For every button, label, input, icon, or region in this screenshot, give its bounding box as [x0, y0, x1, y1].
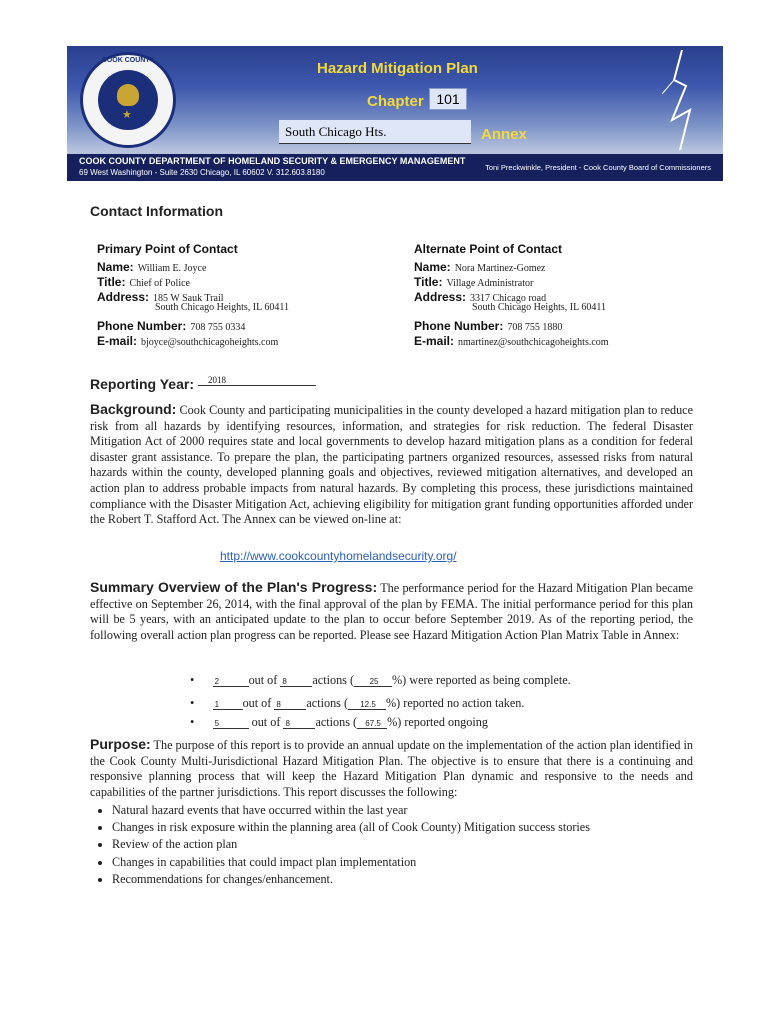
bullet-icon: •	[190, 696, 195, 710]
ongoing-count-field[interactable]: 5	[213, 719, 249, 729]
no-action-percent-field[interactable]: 12.5	[348, 700, 386, 710]
lightning-icon	[652, 50, 712, 150]
primary-address-line2[interactable]: South Chicago Heights, IL 60411	[155, 302, 289, 313]
primary-email-field[interactable]: bjoyce@southchicagoheights.com	[141, 337, 279, 348]
alternate-title-field[interactable]: Village Administrator	[446, 278, 534, 289]
department-strip	[67, 154, 723, 181]
email-label: E-mail:	[97, 334, 138, 348]
out-of-text: out of	[242, 696, 272, 710]
purpose-list	[90, 802, 590, 888]
chapter-label: Chapter	[367, 93, 424, 110]
background-text: Cook County and participating municipalities in the county developed a hazard mitigation plan to reduce risk from all hazards by identifying resources, information, and strategies for risk reduction. The federal Disaster Mitigation Act of 2000 requires state and local governments to develop hazard mitigation plans as a condition for federal disaster grant assistance. To prepare the plan, the participating partners organized resources, assessed risks from natural hazards within the county, developed planning goals and objectives, reviewed mitigation alternatives, and developed an action plan to address probable impacts from natural hazards. By completing this process, these jurisdictions maintained compliance with the Disaster Mitigation Act, achieving eligibility for mitigation grant funding opportunities afforded under the Robert T. Stafford Act. The Annex can be viewed on-line at:	[90, 403, 693, 527]
no-action-total-field[interactable]: 8	[274, 700, 306, 710]
list-item: • Changes in capabilities that could impact plan implementation	[112, 854, 590, 871]
title-label: Title:	[414, 275, 443, 289]
homeland-security-link[interactable]: http://www.cookcountyhomelandsecurity.org/	[220, 549, 457, 563]
ongoing-percent-field[interactable]: 67.5	[357, 719, 387, 729]
reporting-year-row	[90, 375, 316, 394]
eagle-icon	[117, 84, 139, 106]
background-label: Background:	[90, 401, 177, 417]
primary-phone-field[interactable]: 708 755 0334	[190, 322, 246, 333]
background-paragraph	[90, 402, 693, 528]
chapter-number-field[interactable]: 101	[429, 88, 467, 110]
title-label: Title:	[97, 275, 126, 289]
department-address: 69 West Washington - Suite 2630 Chicago, IL 60602 V. 312.603.8180	[79, 168, 325, 177]
complete-count-field[interactable]: 2	[213, 677, 249, 687]
primary-contact-heading: Primary Point of Contact	[97, 242, 238, 256]
purpose-label: Purpose:	[90, 736, 151, 752]
summary-label: Summary Overview of the Plan's Progress:	[90, 579, 378, 595]
list-item: • Natural hazard events that have occurred within the last year	[112, 802, 590, 819]
actions-text: actions (	[312, 673, 355, 687]
header-banner	[67, 46, 723, 181]
reporting-year-label: Reporting Year:	[90, 376, 194, 392]
progress-item-complete	[190, 673, 571, 688]
contact-heading: Contact Information	[90, 203, 223, 219]
email-label: E-mail:	[414, 334, 455, 348]
list-item: • Review of the action plan	[112, 836, 590, 853]
seal-text: COOK COUNTY	[101, 57, 155, 64]
board-president: Toni Preckwinkle, President - Cook County Board of Commissioners	[485, 163, 711, 172]
reporting-year-field[interactable]: 2018	[198, 375, 316, 386]
out-of-text: out of	[251, 715, 281, 729]
complete-percent-field[interactable]: 25	[354, 677, 392, 687]
list-item: • Changes in risk exposure within the planning area (all of Cook County) Mitigation success stories	[112, 819, 590, 836]
alternate-email-field[interactable]: nmartinez@southchicagoheights.com	[458, 337, 609, 348]
phone-label: Phone Number:	[97, 319, 187, 333]
address-label: Address:	[97, 290, 150, 304]
alternate-email-row	[414, 332, 609, 350]
ongoing-status-text: %) reported ongoing	[387, 715, 488, 729]
cook-county-seal-logo	[80, 52, 176, 148]
complete-status-text: %) were reported as being complete.	[392, 673, 571, 687]
list-item: • Recommendations for changes/enhancement.	[112, 871, 590, 888]
alternate-contact-heading: Alternate Point of Contact	[414, 242, 563, 256]
no-action-count-field[interactable]: 1	[213, 700, 243, 710]
primary-email-row	[97, 332, 278, 350]
address-label: Address:	[414, 290, 467, 304]
name-label: Name:	[414, 260, 451, 274]
alternate-phone-field[interactable]: 708 755 1880	[507, 322, 563, 333]
summary-text: The performance period for the Hazard Mitigation Plan became effective on September 26, 2014, with the final approval of the plan by FEMA. The initial performance period for this plan will be 5 years, with an anticipated update to the plan to occur before September 2019. As of the reporting period, the following overall action plan progress can be reported. Please see Hazard Mitigation Action Plan Matrix Table in Annex:	[90, 581, 693, 642]
ongoing-total-field[interactable]: 8	[283, 719, 315, 729]
bullet-icon: •	[190, 673, 195, 687]
alternate-address-line2[interactable]: South Chicago Heights, IL 60411	[472, 302, 606, 313]
progress-item-ongoing	[190, 715, 488, 730]
star-icon: ★	[122, 109, 132, 121]
department-name: COOK COUNTY DEPARTMENT OF HOMELAND SECURITY & EMERGENCY MANAGEMENT	[79, 156, 466, 166]
primary-name-field[interactable]: William E. Joyce	[137, 263, 207, 274]
no-action-status-text: %) reported no action taken.	[386, 696, 525, 710]
progress-item-no-action	[190, 696, 524, 711]
alternate-address-line1[interactable]: 3317 Chicago road	[470, 293, 547, 304]
name-label: Name:	[97, 260, 134, 274]
out-of-text: out of	[248, 673, 278, 687]
summary-paragraph	[90, 580, 693, 643]
complete-total-field[interactable]: 8	[280, 677, 312, 687]
phone-label: Phone Number:	[414, 319, 504, 333]
purpose-text: The purpose of this report is to provide an annual update on the implementation of the action plan identified in the Cook County Multi-Jurisdictional Hazard Mitigation Plan. The objective is to ensure that there is a continuing and responsive planning process that will keep the Hazard Mitigation Plan dynamic and responsive to the needs and capabilities of the partner jurisdictions. This report discusses the following:	[90, 738, 693, 799]
actions-text: actions (	[306, 696, 349, 710]
plan-title: Hazard Mitigation Plan	[317, 60, 478, 77]
purpose-paragraph	[90, 737, 693, 800]
primary-address-line1[interactable]: 185 W Sauk Trail	[153, 293, 224, 304]
municipality-field[interactable]: South Chicago Hts.	[279, 120, 471, 144]
annex-label: Annex	[481, 126, 527, 143]
bullet-icon: •	[190, 715, 195, 729]
alternate-name-field[interactable]: Nora Martinez-Gomez	[454, 263, 546, 274]
actions-text: actions (	[315, 715, 358, 729]
primary-title-field[interactable]: Chief of Police	[129, 278, 190, 289]
